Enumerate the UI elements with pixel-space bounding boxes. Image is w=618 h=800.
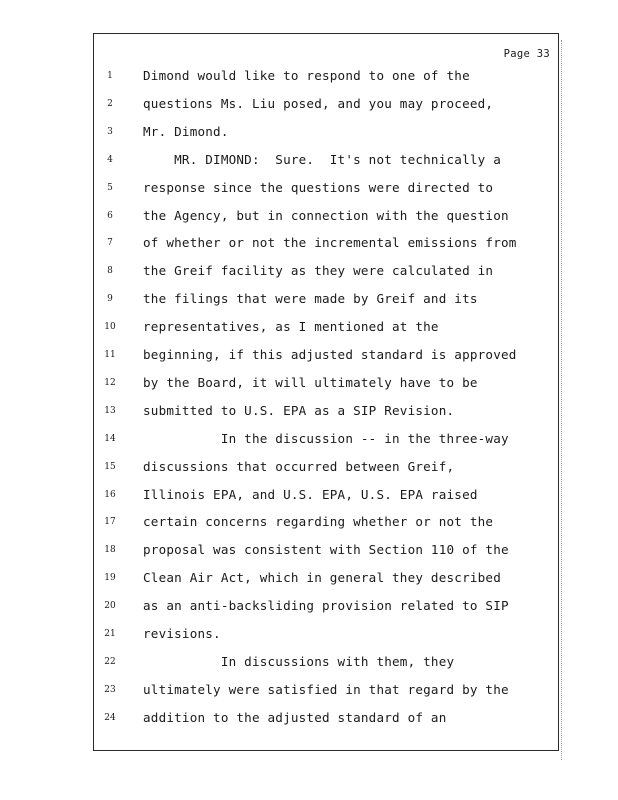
line-text: In discussions with them, they xyxy=(143,653,455,669)
line-number: 24 xyxy=(104,712,116,723)
transcript-line xyxy=(94,626,558,657)
transcript-line xyxy=(94,68,558,99)
line-text: submitted to U.S. EPA as a SIP Revision. xyxy=(143,402,455,418)
line-number: 10 xyxy=(104,322,116,333)
transcript-line xyxy=(94,653,558,685)
line-text: Dimond would like to respond to one of the xyxy=(143,68,470,83)
transcript-line xyxy=(94,486,558,518)
line-text: response since the questions were directed to xyxy=(143,179,494,195)
line-number: 1 xyxy=(107,71,113,81)
line-text: representatives, as I mentioned at the xyxy=(143,319,439,335)
transcript-line xyxy=(94,123,558,155)
transcript-line xyxy=(94,207,558,239)
line-number: 4 xyxy=(107,154,113,165)
transcript-line xyxy=(94,542,558,573)
page-number: Page 33 xyxy=(503,48,550,60)
line-number: 16 xyxy=(104,489,116,500)
line-text: beginning, if this adjusted standard is approved xyxy=(143,347,517,362)
transcript-line xyxy=(94,458,558,490)
line-text: certain concerns regarding whether or not the xyxy=(143,514,494,530)
transcript-line xyxy=(94,347,558,378)
line-number: 20 xyxy=(104,601,116,612)
line-number: 9 xyxy=(107,294,113,305)
line-number: 23 xyxy=(104,684,116,695)
line-text: the Agency, but in connection with the question xyxy=(143,207,509,223)
transcript-line xyxy=(94,179,558,211)
line-text: In the discussion -- in the three-way xyxy=(143,430,509,446)
line-number: 13 xyxy=(104,405,116,416)
transcript-lines xyxy=(94,34,558,750)
line-number: 7 xyxy=(107,238,113,249)
right-edge-artifact xyxy=(561,40,562,760)
transcript-page xyxy=(93,33,559,751)
transcript-line xyxy=(94,402,558,434)
line-text: discussions that occurred between Greif, xyxy=(143,458,455,474)
line-text: MR. DIMOND: Sure. It's not technically a xyxy=(143,151,501,167)
line-text: the filings that were made by Greif and its xyxy=(143,291,478,307)
line-text: by the Board, it will ultimately have to be xyxy=(143,374,478,390)
line-number: 12 xyxy=(104,377,116,388)
line-text: ultimately were satisfied in that regard by the xyxy=(143,681,509,697)
transcript-line xyxy=(94,151,558,183)
line-text: Clean Air Act, which in general they described xyxy=(143,570,501,586)
transcript-line xyxy=(94,570,558,601)
line-number: 15 xyxy=(104,461,116,472)
transcript-line xyxy=(94,514,558,545)
line-number: 11 xyxy=(104,350,116,360)
line-text: revisions. xyxy=(143,626,221,641)
transcript-line xyxy=(94,430,558,462)
line-text: addition to the adjusted standard of an xyxy=(143,709,447,725)
line-number: 14 xyxy=(104,433,116,444)
line-number: 19 xyxy=(104,573,116,584)
line-number: 8 xyxy=(107,266,113,277)
transcript-line xyxy=(94,291,558,322)
line-text: of whether or not the incremental emissions from xyxy=(143,235,517,251)
line-number: 3 xyxy=(107,126,113,137)
line-number: 22 xyxy=(104,656,116,667)
line-text: questions Ms. Liu posed, and you may proceed, xyxy=(143,95,494,111)
transcript-line xyxy=(94,374,558,406)
transcript-line xyxy=(94,235,558,266)
transcript-line xyxy=(94,709,558,741)
line-text: Mr. Dimond. xyxy=(143,123,229,139)
line-text: the Greif facility as they were calculated in xyxy=(143,263,494,279)
transcript-line xyxy=(94,598,558,629)
line-number: 18 xyxy=(104,545,116,556)
transcript-line xyxy=(94,681,558,713)
line-text: proposal was consistent with Section 110 of the xyxy=(143,542,509,558)
transcript-line xyxy=(94,95,558,127)
line-number: 2 xyxy=(107,98,113,109)
line-number: 6 xyxy=(107,210,113,221)
transcript-line xyxy=(94,319,558,350)
transcript-line xyxy=(94,263,558,294)
line-number: 21 xyxy=(104,629,116,639)
line-number: 17 xyxy=(104,517,116,528)
line-text: as an anti-backsliding provision related to SIP xyxy=(143,598,509,614)
line-text: Illinois EPA, and U.S. EPA, U.S. EPA raised xyxy=(143,486,478,502)
line-number: 5 xyxy=(107,182,113,193)
